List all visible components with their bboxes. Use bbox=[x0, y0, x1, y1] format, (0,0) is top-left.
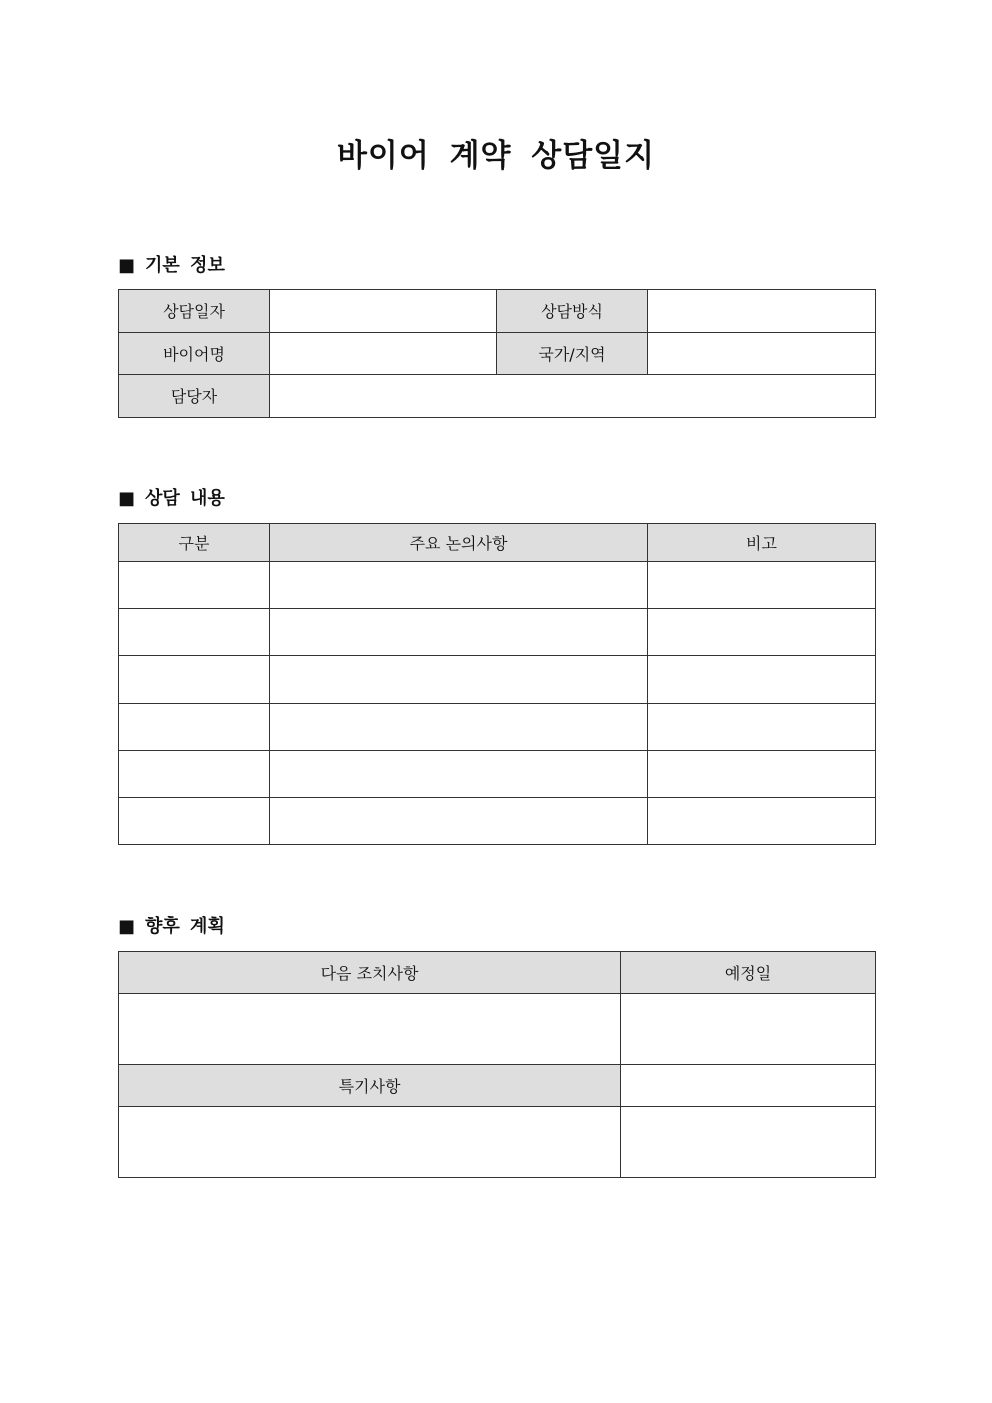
cell-category[interactable] bbox=[119, 609, 270, 656]
cell-category[interactable] bbox=[119, 703, 270, 750]
square-bullet-icon: ■ bbox=[118, 255, 136, 276]
field-manager[interactable] bbox=[270, 375, 876, 418]
cell-category[interactable] bbox=[119, 750, 270, 797]
table-row bbox=[119, 656, 876, 703]
table-row bbox=[119, 562, 876, 609]
label-manager: 담당자 bbox=[119, 375, 270, 418]
field-next-action[interactable] bbox=[119, 994, 621, 1065]
column-header-category: 구분 bbox=[119, 524, 270, 562]
label-consult-method: 상담방식 bbox=[497, 290, 648, 333]
page-title: 바이어 계약 상담일지 bbox=[336, 138, 656, 174]
field-remarks-side[interactable] bbox=[621, 1107, 876, 1178]
column-header-next-action: 다음 조치사항 bbox=[119, 952, 621, 994]
cell-discussion[interactable] bbox=[270, 703, 648, 750]
cell-discussion[interactable] bbox=[270, 562, 648, 609]
cell-note[interactable] bbox=[648, 609, 876, 656]
column-header-note: 비고 bbox=[648, 524, 876, 562]
consultation-table bbox=[118, 523, 876, 845]
table-row bbox=[119, 750, 876, 797]
cell-category[interactable] bbox=[119, 562, 270, 609]
section-heading-plan bbox=[118, 915, 225, 939]
label-consult-date: 상담일자 bbox=[119, 290, 270, 333]
field-remarks[interactable] bbox=[119, 1107, 621, 1178]
cell-note[interactable] bbox=[648, 656, 876, 703]
section-title: 향후 계획 bbox=[145, 916, 225, 937]
section-title: 상담 내용 bbox=[145, 488, 225, 509]
label-buyer-name: 바이어명 bbox=[119, 332, 270, 375]
field-buyer-name[interactable] bbox=[270, 332, 497, 375]
cell-discussion[interactable] bbox=[270, 656, 648, 703]
section-heading-consultation bbox=[118, 487, 225, 511]
section-title: 기본 정보 bbox=[145, 255, 225, 276]
field-country-region[interactable] bbox=[648, 332, 876, 375]
cell-discussion[interactable] bbox=[270, 609, 648, 656]
cell-note[interactable] bbox=[648, 562, 876, 609]
table-row bbox=[119, 609, 876, 656]
cell-category[interactable] bbox=[119, 656, 270, 703]
label-remarks: 특기사항 bbox=[119, 1065, 621, 1107]
field-remarks-header-side[interactable] bbox=[621, 1065, 876, 1107]
column-header-due-date: 예정일 bbox=[621, 952, 876, 994]
field-due-date[interactable] bbox=[621, 994, 876, 1065]
cell-discussion[interactable] bbox=[270, 750, 648, 797]
cell-note[interactable] bbox=[648, 703, 876, 750]
cell-note[interactable] bbox=[648, 750, 876, 797]
section-heading-basic bbox=[118, 254, 225, 278]
cell-discussion[interactable] bbox=[270, 797, 648, 844]
cell-note[interactable] bbox=[648, 797, 876, 844]
square-bullet-icon: ■ bbox=[118, 488, 136, 509]
table-row bbox=[119, 703, 876, 750]
field-consult-method[interactable] bbox=[648, 290, 876, 333]
label-country-region: 국가/지역 bbox=[497, 332, 648, 375]
basic-info-table bbox=[118, 289, 876, 418]
field-consult-date[interactable] bbox=[270, 290, 497, 333]
table-row bbox=[119, 797, 876, 844]
future-plan-table bbox=[118, 951, 876, 1178]
column-header-discussion: 주요 논의사항 bbox=[270, 524, 648, 562]
square-bullet-icon: ■ bbox=[118, 916, 136, 937]
cell-category[interactable] bbox=[119, 797, 270, 844]
